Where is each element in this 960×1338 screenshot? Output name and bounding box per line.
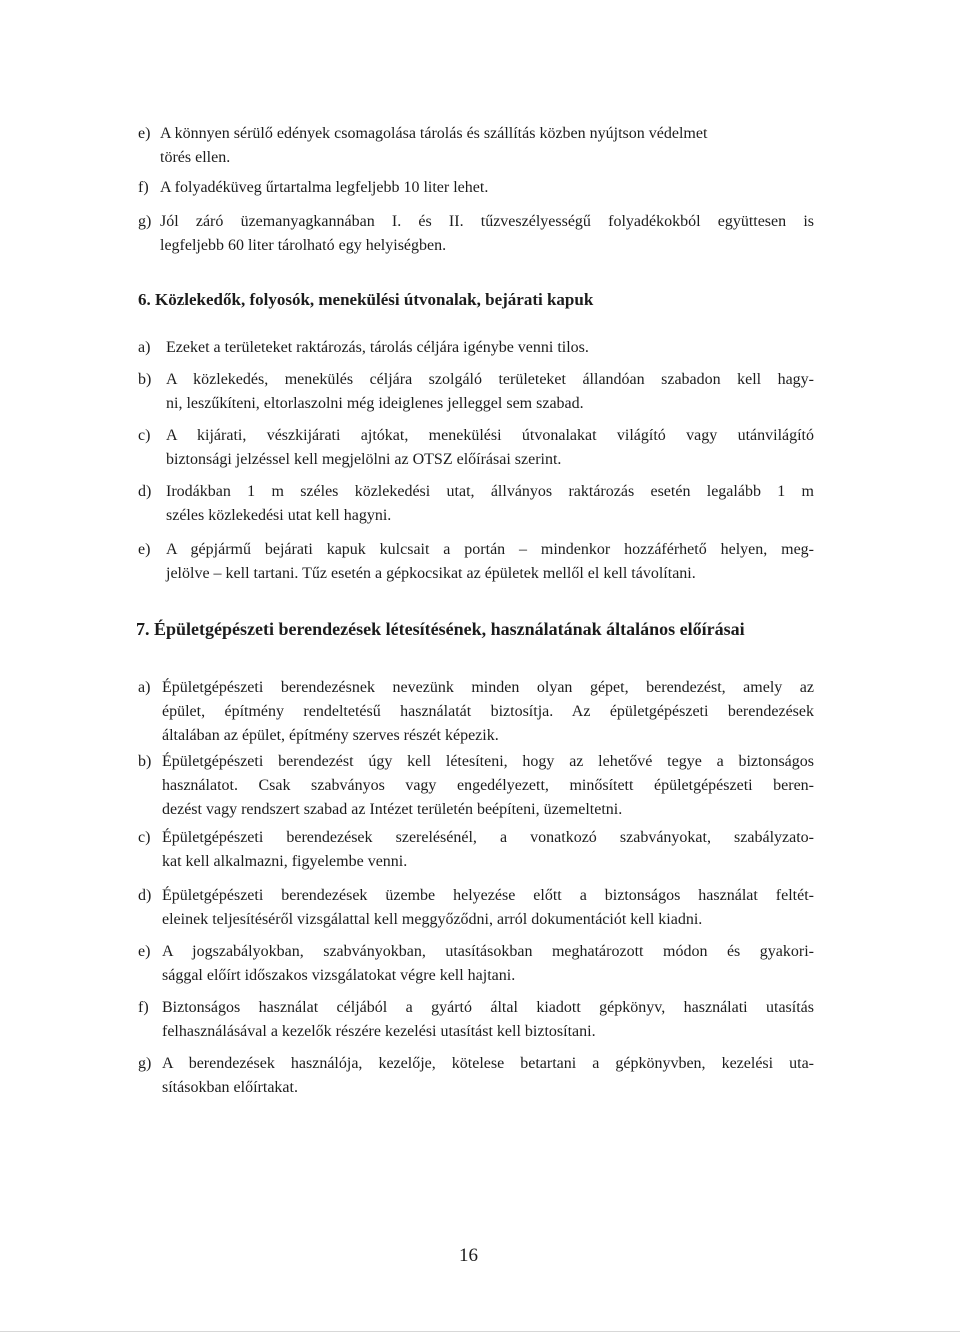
item-line: sításokban előírtakat.: [162, 1079, 298, 1096]
item-line: legfeljebb 60 liter tárolható egy helyiségben.: [160, 237, 447, 254]
item-line: dezést vagy rendszert szabad az Intézet területén beépíteni, üzemeltetni.: [162, 801, 623, 818]
page-number: 16: [459, 1245, 478, 1266]
item-line: Épületgépészeti berendezések szerelésénél, a vonatkozó szabványokat, szabályzato-: [162, 829, 814, 846]
item-line: A könnyen sérülő edények csomagolása tárolás és szállítás közben nyújtson védelmet: [160, 125, 708, 142]
item-label: b): [138, 753, 152, 770]
scan-edge-line: [0, 1331, 960, 1332]
item-label: e): [138, 125, 151, 142]
item-line: eleinek teljesítéséről vizsgálattal kell meggyőződni, arról dokumentációt kell kiadni.: [162, 911, 703, 928]
list-item: [138, 210, 814, 258]
item-label: c): [138, 829, 151, 846]
item-label: d): [138, 483, 152, 500]
item-line: biztonsági jelzéssel kell megjelölni az OTSZ előírásai szerint.: [166, 451, 562, 468]
item-line: Biztonságos használat céljából a gyártó által kiadott gépkönyv, használati utasítás: [162, 999, 814, 1016]
item-line: A kijárati, vészkijárati ajtókat, menekülési útvonalakat világító vagy utánvilágító: [166, 427, 814, 444]
item-label: a): [138, 679, 151, 696]
item-line: Ezeket a területeket raktározás, tárolás céljára igénybe venni tilos.: [166, 339, 589, 356]
list-item: [138, 676, 814, 748]
item-label: d): [138, 887, 152, 904]
item-line: széles közlekedési utat kell hagyni.: [166, 507, 392, 524]
list-item: [138, 122, 814, 170]
item-line: törés ellen.: [160, 149, 231, 166]
item-line: A berendezések használója, kezelője, kötelese betartani a gépkönyvben, kezelési uta-: [162, 1055, 814, 1072]
list-item: [138, 176, 814, 200]
item-line: sággal előírt időszakos vizsgálatokat végre kell hajtani.: [162, 967, 516, 984]
list-item: [138, 826, 814, 874]
section-heading: 6. Közlekedők, folyosók, menekülési útvonalak, bejárati kapuk: [138, 290, 594, 309]
item-label: e): [138, 541, 151, 558]
item-line: kat kell alkalmazni, figyelembe venni.: [162, 853, 408, 870]
list-item: [138, 750, 814, 822]
list-item: [138, 538, 814, 586]
item-label: g): [138, 213, 152, 230]
list-item: [138, 884, 814, 932]
list-item: [138, 368, 814, 416]
item-line: A folyadéküveg űrtartalma legfeljebb 10 liter lehet.: [160, 179, 489, 196]
item-line: általában az épület, építmény szerves részét képezik.: [162, 727, 499, 744]
item-label: c): [138, 427, 151, 444]
list-item: [138, 480, 814, 528]
list-item: [138, 940, 814, 988]
item-line: A közlekedés, menekülés céljára szolgáló területeket állandóan szabadon kell hagy-: [166, 371, 814, 388]
item-label: f): [138, 999, 149, 1016]
item-line: Épületgépészeti berendezések üzembe helyezése előtt a biztonságos használat feltét-: [162, 887, 814, 904]
item-label: f): [138, 179, 149, 196]
item-line: A gépjármű bejárati kapuk kulcsait a portán – mindenkor hozzáférhető helyen, meg-: [166, 541, 814, 558]
item-line: ni, leszűkíteni, eltorlaszolni még ideiglenes jelleggel sem szabad.: [166, 395, 584, 412]
list-item: [138, 336, 814, 360]
item-line: épület, építmény rendeltetésű használatát biztosítja. Az épületgépészeti berendezések: [162, 703, 814, 720]
item-line: jelölve – kell tartani. Tűz esetén a gépkocsikat az épületek mellől el kell távolítani.: [166, 565, 696, 582]
item-label: a): [138, 339, 151, 356]
item-line: Irodákban 1 m széles közlekedési utat, állványos raktározás esetén legalább 1 m: [166, 483, 814, 500]
section-heading: 7. Épületgépészeti berendezések létesítésének, használatának általános előírásai: [136, 619, 745, 639]
item-line: Épületgépészeti berendezésnek nevezünk minden olyan gépet, berendezést, amely az: [162, 679, 814, 696]
list-item: [138, 996, 814, 1044]
item-line: használatot. Csak szabványos vagy engedélyezett, minősített épületgépészeti beren-: [162, 777, 814, 794]
item-label: b): [138, 371, 152, 388]
item-label: g): [138, 1055, 152, 1072]
list-item: [138, 424, 814, 472]
list-item: [138, 1052, 814, 1100]
item-line: Jól záró üzemanyagkannában I. és II. tűzveszélyességű folyadékokból együttesen is: [160, 213, 814, 230]
item-line: A jogszabályokban, szabványokban, utasításokban meghatározott módon és gyakori-: [162, 943, 814, 960]
item-label: e): [138, 943, 151, 960]
item-line: felhasználásával a kezelők részére kezelési utasítást kell biztosítani.: [162, 1023, 596, 1040]
item-line: Épületgépészeti berendezést úgy kell létesíteni, hogy az lehetővé tegye a biztonságos: [162, 753, 814, 770]
